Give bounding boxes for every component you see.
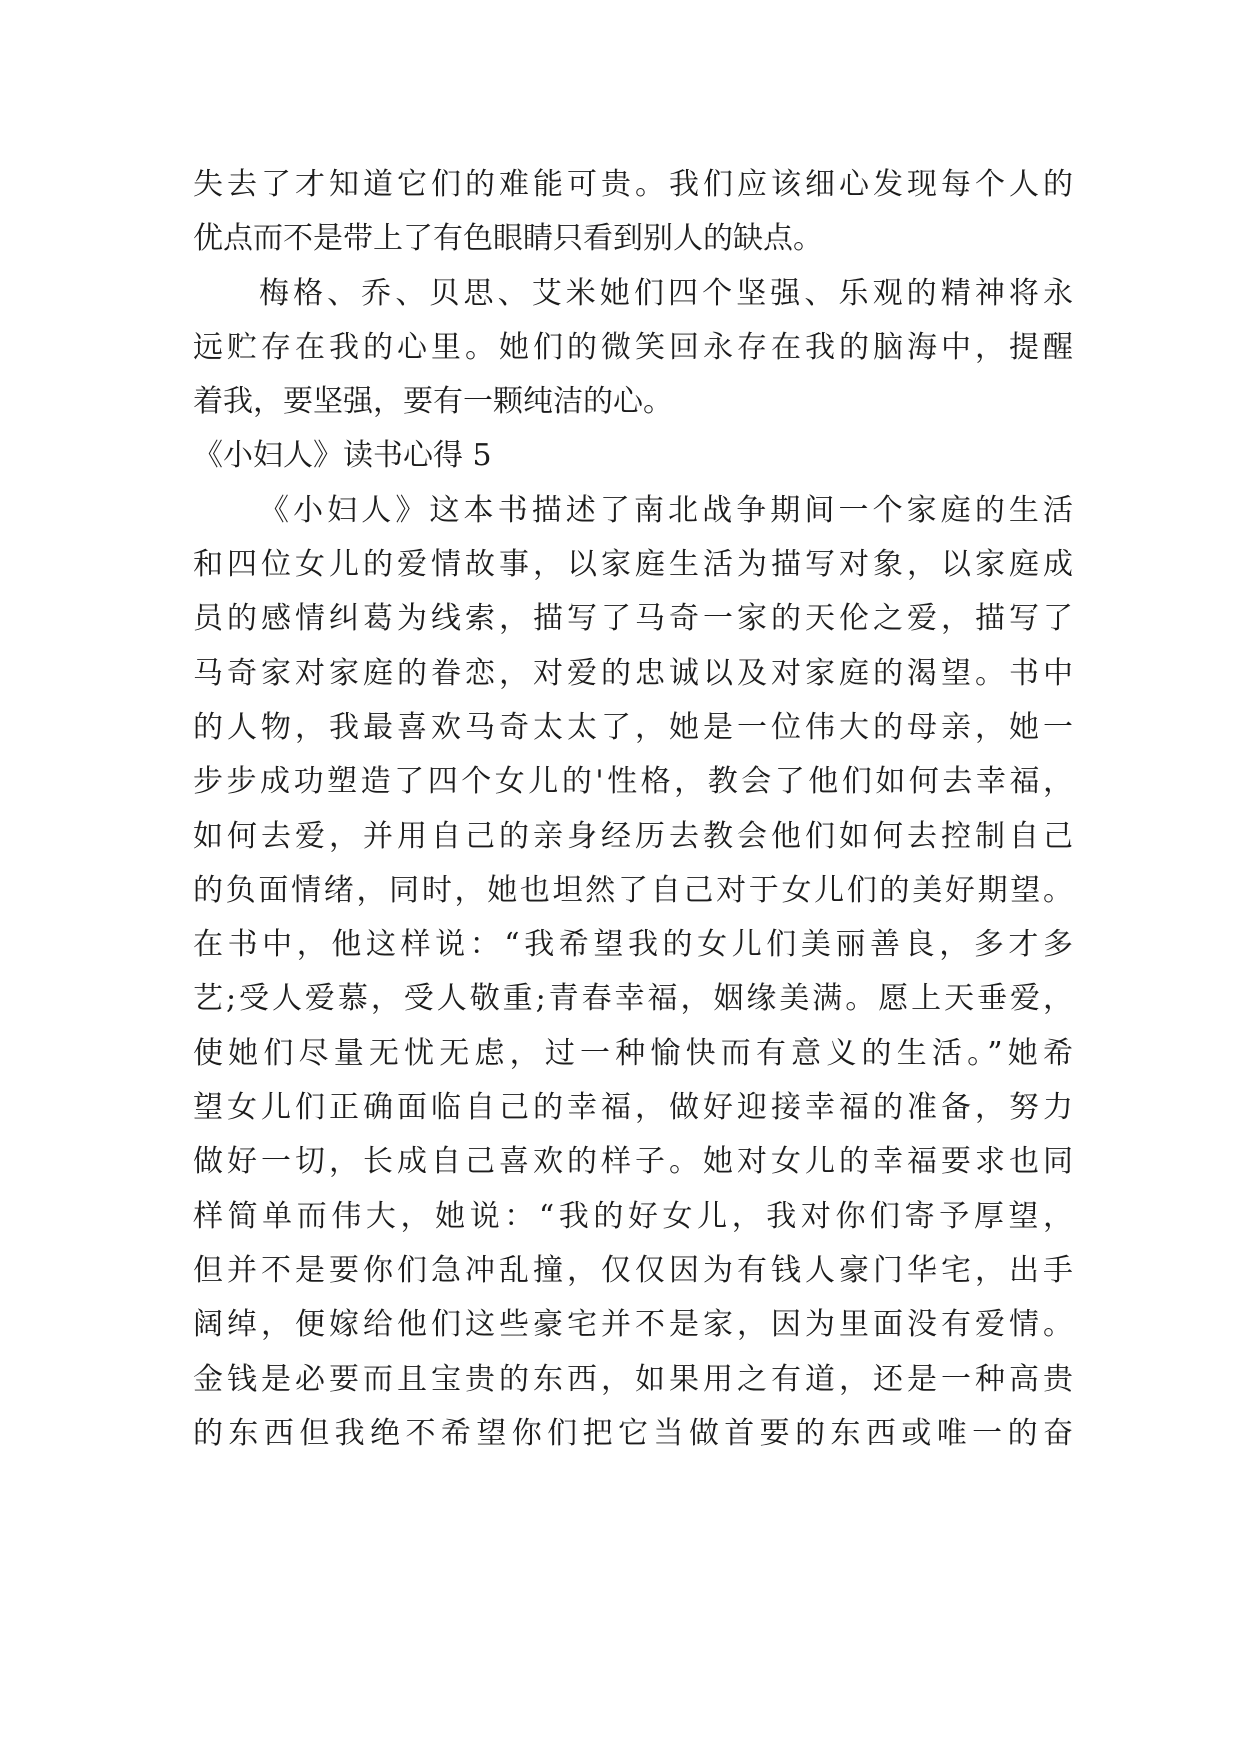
paragraph-line: 着我，要坚强，要有一颗纯洁的心。	[193, 384, 673, 420]
paragraph-line: 阔绰，便嫁给他们这些豪宅并不是家，因为里面没有爱情。	[193, 1307, 1073, 1343]
paragraph-line: 和四位女儿的爱情故事，以家庭生活为描写对象，以家庭成	[193, 547, 1073, 583]
paragraph-line: 做好一切，长成自己喜欢的样子。她对女儿的幸福要求也同	[193, 1144, 1073, 1180]
paragraph-line: 失去了才知道它们的难能可贵。我们应该细心发现每个人的	[193, 167, 1073, 202]
paragraph-line: 梅格、乔、贝思、艾米她们四个坚强、乐观的精神将永	[259, 275, 1073, 311]
paragraph-line: 的人物，我最喜欢马奇太太了，她是一位伟大的母亲，她一	[193, 709, 1073, 745]
paragraph-line: 《小妇人》这本书描述了南北战争期间一个家庭的生活	[259, 492, 1073, 528]
paragraph-line: 优点而不是带上了有色眼睛只看到别人的缺点。	[193, 221, 823, 257]
paragraph-line: 使她们尽量无忧无虑，过一种愉快而有意义的生活。”她希	[193, 1035, 1073, 1071]
document-body	[193, 158, 1073, 1461]
paragraph-line: 马奇家对家庭的眷恋，对爱的忠诚以及对家庭的渴望。书中	[193, 655, 1073, 691]
paragraph-line: 如何去爱，并用自己的亲身经历去教会他们如何去控制自己	[193, 818, 1073, 854]
paragraph-line: 远贮存在我的心里。她们的微笑回永存在我的脑海中，提醒	[193, 329, 1073, 365]
paragraph-line: 员的感情纠葛为线索，描写了马奇一家的天伦之爱，描写了	[193, 601, 1073, 637]
section-heading: 《小妇人》读书心得 5	[193, 438, 492, 474]
paragraph-line: 望女儿们正确面临自己的幸福，做好迎接幸福的准备，努力	[193, 1090, 1073, 1126]
paragraph-line: 的东西但我绝不希望你们把它当做首要的东西或唯一的奋	[193, 1415, 1073, 1451]
paragraph-line: 样简单而伟大，她说：“我的好女儿，我对你们寄予厚望，	[193, 1198, 1073, 1234]
paragraph-line: 艺;受人爱慕，受人敬重;青春幸福，姻缘美满。愿上天垂爱，	[193, 981, 1073, 1017]
paragraph-line: 但并不是要你们急冲乱撞，仅仅因为有钱人豪门华宅，出手	[193, 1252, 1073, 1288]
paragraph-line: 金钱是必要而且宝贵的东西，如果用之有道，还是一种高贵	[193, 1361, 1073, 1397]
paragraph-line: 的负面情绪，同时，她也坦然了自己对于女儿们的美好期望。	[193, 872, 1073, 908]
paragraph-line: 步步成功塑造了四个女儿的'性格，教会了他们如何去幸福，	[193, 764, 1073, 800]
paragraph-line: 在书中，他这样说：“我希望我的女儿们美丽善良，多才多	[193, 927, 1073, 963]
